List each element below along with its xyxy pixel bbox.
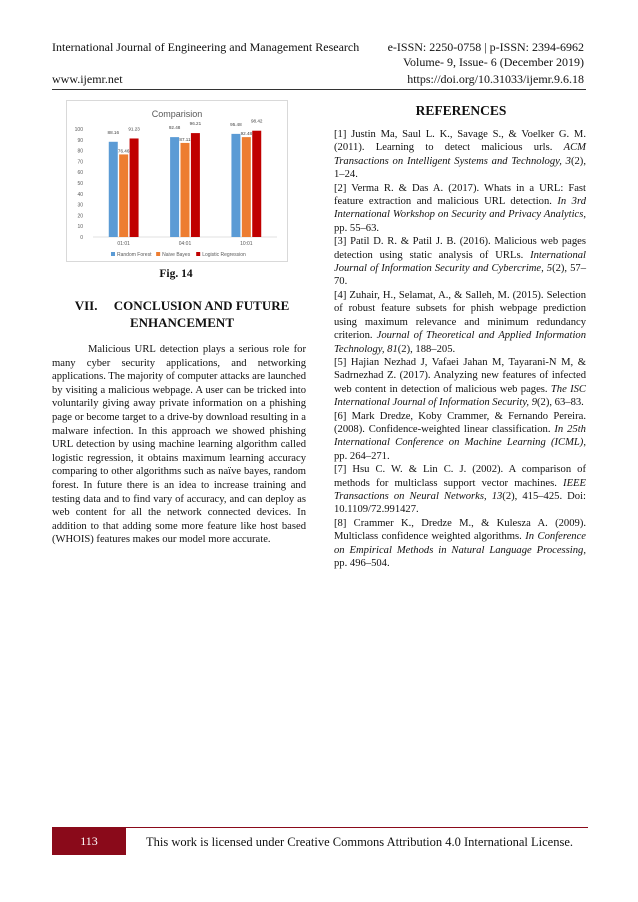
- reference-text: [6] Mark Dredze, Koby Crammer, & Fernando Pereira. (2008). Confidence-weighted linear classification.: [334, 410, 586, 435]
- reference-text: [3] Patil D. R. & Patil J. B. (2016). Malicious web pages detection using static analysis of URLs.: [334, 236, 586, 261]
- reference-pages: , pp. 264–271.: [334, 437, 586, 462]
- reference-text: [7] Hsu C. W. & Lin C. J. (2002). A comparison of methods for multiclass support vector machines.: [334, 464, 586, 489]
- references-heading: REFERENCES: [415, 103, 507, 118]
- legend-label: Logistic Regression: [202, 252, 246, 258]
- reference-source: In 25th International Conference on Machine Learning (ICML): [334, 423, 586, 449]
- bar-logistic-regression: [252, 131, 261, 237]
- y-tick-label: 60: [77, 170, 83, 177]
- legend-swatch: [196, 252, 200, 256]
- x-tick-label: 10:01: [240, 241, 253, 247]
- data-label: 87.11: [179, 136, 191, 142]
- reference-pages: (2), 188–205.: [397, 343, 456, 355]
- reference-source: Journal of Theoretical and Applied Information Technology, 81: [334, 330, 586, 355]
- chart-title: Comparision: [151, 109, 203, 119]
- reference-pages: (2), 415–425. Doi: 10.1109/72.991427.: [334, 490, 586, 516]
- conclusion-body: [52, 343, 306, 547]
- y-tick-label: 40: [77, 191, 83, 198]
- data-label: 76.46: [117, 148, 130, 154]
- y-tick-label: 30: [77, 202, 83, 209]
- license-text: This work is licensed under Creative Commons Attribution 4.0 International License.: [146, 835, 573, 849]
- journal-title: International Journal of Engineering and Management Research: [52, 40, 360, 54]
- reference-item: [334, 128, 586, 182]
- bar-logistic-regression: [191, 133, 200, 237]
- website-link[interactable]: www.ijemr.net: [52, 72, 123, 86]
- reference-text: [4] Zuhair, H., Selamat, A., & Salleh, M. (2015). Selection of robust feature subsets for phish webpage prediction using maximum relevance and minimum redundancy criterion.: [334, 289, 586, 342]
- footer-rule: [52, 827, 588, 828]
- legend-label: Naive Bayes: [162, 252, 191, 258]
- reference-item: [334, 289, 586, 356]
- bar-random-forest: [170, 137, 179, 237]
- y-tick-label: 90: [77, 137, 83, 144]
- doi-link[interactable]: https://doi.org/10.31033/ijemr.9.6.18: [407, 72, 584, 86]
- x-tick-label: 04:01: [178, 241, 192, 247]
- chart-svg: [67, 101, 287, 261]
- y-tick-label: 10: [77, 224, 83, 231]
- legend-swatch: [111, 252, 115, 256]
- y-tick-label: 20: [77, 213, 83, 220]
- reference-text: [5] Hajian Nezhad J, Vafaei Jahan M, Tayarani-N M, & Sadrnezhad Z. (2017). Analyzing new features of infected web content in detection of malicious web pages.: [334, 356, 586, 395]
- reference-source: The ISC International Journal of Information Security, 9: [334, 383, 586, 409]
- y-tick-label: 50: [77, 181, 83, 187]
- y-tick-label: 70: [77, 159, 83, 166]
- reference-text: [8] Crammer K., Dredze M., & Kulesza A. (2009). Multiclass confidence weighted algorithms.: [334, 517, 586, 543]
- reference-item: [334, 356, 586, 410]
- reference-pages: (2), 63–83.: [537, 397, 584, 409]
- section-heading-line1: VII. CONCLUSION AND FUTURE: [74, 298, 290, 313]
- bar-logistic-regression: [130, 138, 139, 237]
- reference-source: IEEE Transactions on Neural Networks, 13: [334, 477, 586, 502]
- reference-pages: , pp. 496–504.: [334, 544, 586, 569]
- issn: e-ISSN: 2250-0758 | p-ISSN: 2394-6962: [387, 40, 584, 54]
- page-number: 113: [52, 828, 126, 855]
- section-heading: [52, 297, 312, 331]
- reference-item: [334, 517, 586, 571]
- data-label: 91.23: [128, 126, 140, 132]
- bar-naive-bayes: [119, 154, 128, 237]
- reference-text: [1] Justin Ma, Saul L. K., Savage S., & Voelker G. M. (2011). Learning to detect malicious urls.: [334, 129, 586, 154]
- data-label: 92.48: [240, 131, 253, 137]
- data-label: 96.21: [189, 121, 202, 127]
- reference-source: International Journal of Information Security and Cybercrime, 5: [334, 249, 586, 275]
- references-list: [334, 128, 586, 570]
- reference-item: [334, 182, 586, 236]
- bar-naive-bayes: [242, 137, 251, 237]
- y-tick-label: 0: [80, 235, 83, 241]
- header-rule: [52, 89, 586, 90]
- bar-naive-bayes: [181, 143, 190, 237]
- y-tick-label: 80: [77, 148, 83, 155]
- reference-source: ACM Transactions on Intelligent Systems and Technology, 3: [334, 142, 586, 167]
- reference-item: [334, 463, 586, 517]
- data-label: 98.42: [250, 118, 263, 124]
- reference-item: [334, 235, 586, 289]
- section-heading-line2: ENHANCEMENT: [129, 315, 234, 330]
- figure-caption: Fig. 14: [159, 268, 193, 280]
- y-tick-label: 100: [74, 127, 83, 133]
- conclusion-paragraph: Malicious URL detection plays a serious role for many cyber security applications, and networking applications. The majority of computer attacks are launched by visiting a malicious webpage. A user can be tricked into voluntarily giving away private information on a phishing page or become target to a drive-by download resulting in a malware infection. In this approach we showed phishing URL detection by using machine learning algorithm called logistic regression, it obtains maximum learning accuracy comparing to other algorithms such as naïve bayes, random forest. In future there is an idea to increase training and testing data and to find vary of accuracy, and can deploy as web content for all the network connected devices. In addition to that adding some more feature like host based (WHOIS) features makes our model more accurate.: [52, 344, 306, 546]
- volume-issue: Volume- 9, Issue- 6 (December 2019): [402, 55, 584, 69]
- legend-label: Random Forest: [117, 252, 152, 258]
- reference-pages: (2), 57–70.: [334, 263, 586, 288]
- legend-swatch: [156, 252, 160, 256]
- x-tick-label: 01:01: [117, 241, 130, 247]
- reference-pages: (2), 1–24.: [334, 155, 586, 181]
- data-label: 95.48: [230, 121, 242, 127]
- bar-random-forest: [231, 134, 240, 237]
- reference-text: [2] Verma R. & Das A. (2017). Whats in a URL: Fast feature extraction and malicious URL detection.: [334, 182, 586, 208]
- data-label: 88.16: [107, 129, 120, 135]
- reference-source: In 3rd International Workshop on Security and Privacy Analytics: [334, 196, 586, 221]
- bar-random-forest: [109, 142, 118, 237]
- reference-pages: , pp. 55–63.: [334, 209, 586, 234]
- data-label: 92.48: [168, 125, 181, 131]
- reference-source: In Conference on Empirical Methods in Natural Language Processing: [334, 531, 586, 556]
- comparison-chart: [66, 100, 288, 262]
- reference-item: [334, 410, 586, 464]
